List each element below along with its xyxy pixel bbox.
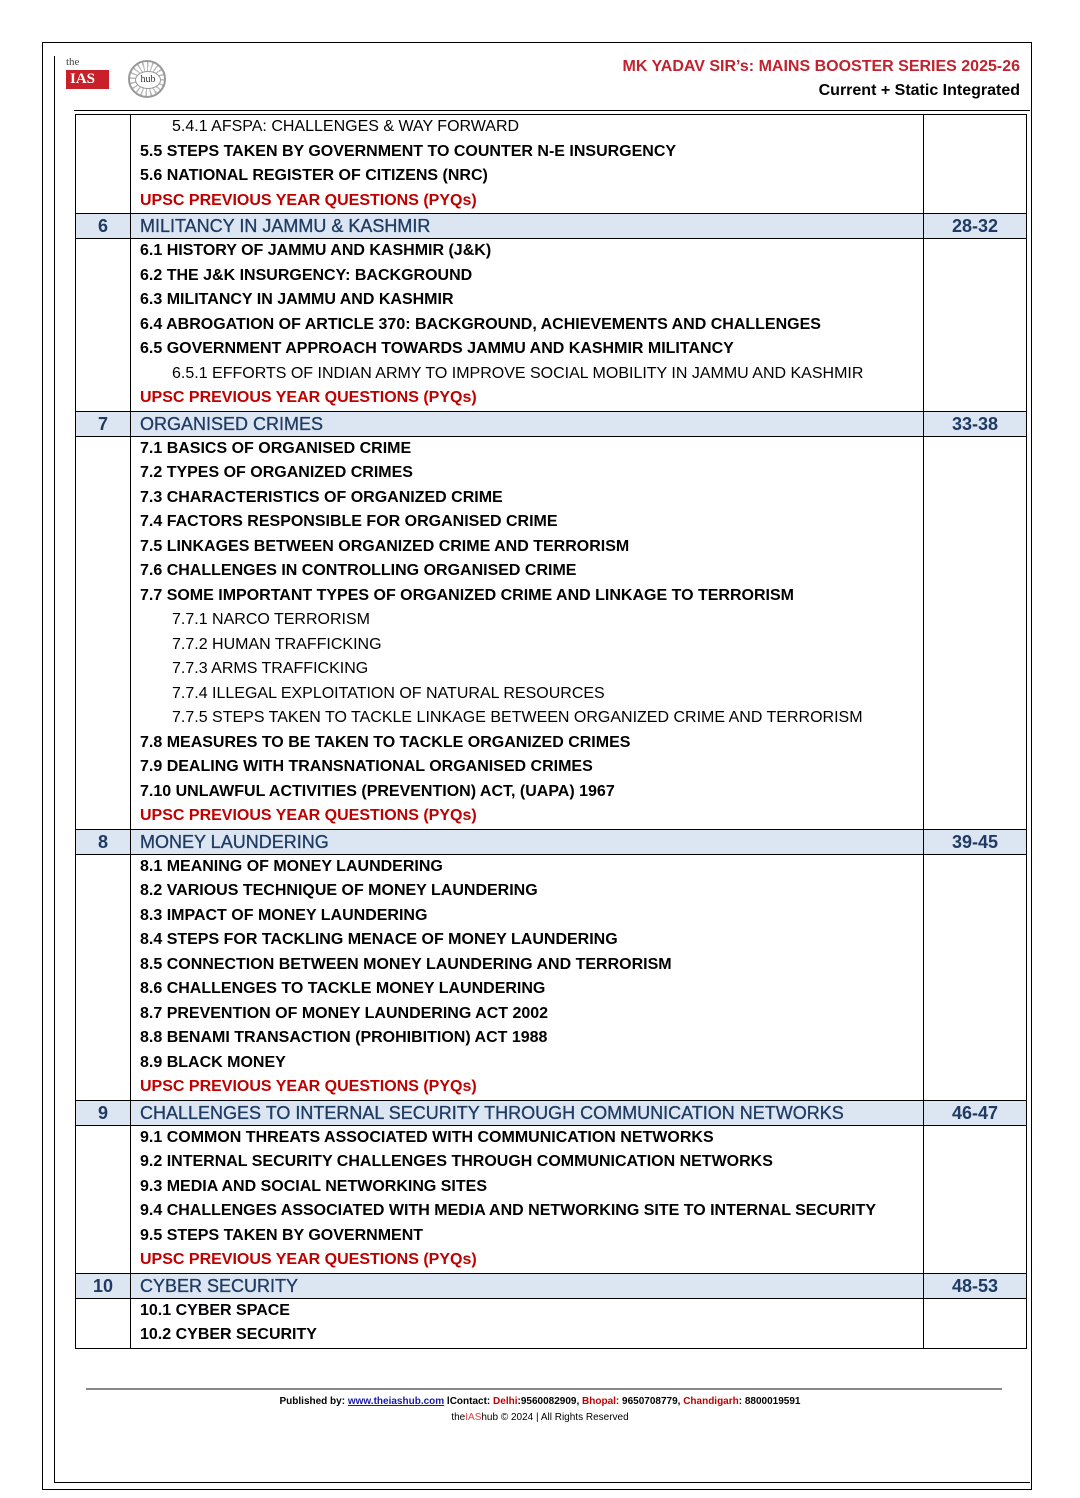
toc-section[interactable]: 6.4 ABROGATION OF ARTICLE 370: BACKGROUND, ACHIEVEMENTS AND CHALLENGES xyxy=(140,315,821,333)
page-cell-empty xyxy=(924,854,1027,1100)
chapter-number: 10 xyxy=(76,1273,131,1298)
pyq-link[interactable]: UPSC PREVIOUS YEAR QUESTIONS (PYQs) xyxy=(140,191,477,209)
toc-section[interactable]: 8.8 BENAMI TRANSACTION (PROHIBITION) ACT 1988 xyxy=(140,1029,548,1046)
toc-section[interactable]: 9.4 CHALLENGES ASSOCIATED WITH MEDIA AND NETWORKING SITE TO INTERNAL SECURITY xyxy=(140,1202,877,1219)
chapter-page-range: 28-32 xyxy=(924,214,1027,239)
chapter-number-cell-empty xyxy=(76,436,131,829)
toc-section[interactable]: 9.2 INTERNAL SECURITY CHALLENGES THROUGH COMMUNICATION NETWORKS xyxy=(140,1153,773,1170)
chapter-number: 8 xyxy=(76,829,131,854)
sections-cell xyxy=(131,239,924,412)
copyright-ias: IAS xyxy=(465,1412,482,1423)
toc-section[interactable]: 8.1 MEANING OF MONEY LAUNDERING xyxy=(140,857,443,875)
toc-section[interactable]: 8.2 VARIOUS TECHNIQUE OF MONEY LAUNDERING xyxy=(140,882,538,899)
pyq-link[interactable]: UPSC PREVIOUS YEAR QUESTIONS (PYQs) xyxy=(140,1251,477,1268)
chapter-title[interactable]: CHALLENGES TO INTERNAL SECURITY THROUGH COMMUNICATION NETWORKS xyxy=(131,1100,924,1125)
toc-subsection[interactable]: 7.7.5 STEPS TAKEN TO TACKLE LINKAGE BETWEEN ORGANIZED CRIME AND TERRORISM xyxy=(172,709,863,726)
toc-subsection[interactable]: 7.7.1 NARCO TERRORISM xyxy=(172,611,370,628)
toc-sections-row xyxy=(76,1298,1027,1348)
chandigarh-label: Chandigarh xyxy=(683,1396,739,1407)
chapter-page-range: 46-47 xyxy=(924,1100,1027,1125)
toc-subsection[interactable]: 7.7.2 HUMAN TRAFFICKING xyxy=(172,635,382,653)
toc-section[interactable]: 8.3 IMPACT OF MONEY LAUNDERING xyxy=(140,906,428,924)
footer-divider xyxy=(86,1388,1002,1390)
toc-subsection[interactable]: 7.7.4 ILLEGAL EXPLOITATION OF NATURAL RESOURCES xyxy=(172,684,605,702)
toc-section[interactable]: 6.1 HISTORY OF JAMMU AND KASHMIR (J&K) xyxy=(140,242,492,259)
ashoka-wheel-icon xyxy=(128,60,166,98)
bhopal-phone: 9650708779, xyxy=(619,1396,684,1407)
chapter-number-cell-empty xyxy=(76,1298,131,1348)
logo-ias-text: IAS xyxy=(66,70,109,89)
toc-section[interactable]: 8.7 PREVENTION OF MONEY LAUNDERING ACT 2002 xyxy=(140,1004,549,1022)
toc-subsection[interactable]: 5.4.1 AFSPA: CHALLENGES & WAY FORWARD xyxy=(172,118,520,135)
page-cell-empty xyxy=(924,239,1027,412)
toc-section[interactable]: 8.5 CONNECTION BETWEEN MONEY LAUNDERING AND TERRORISM xyxy=(140,955,672,973)
sections-cell xyxy=(131,115,924,214)
chapter-page-range: 48-53 xyxy=(924,1273,1027,1298)
pyq-link[interactable]: UPSC PREVIOUS YEAR QUESTIONS (PYQs) xyxy=(140,1078,477,1095)
chapter-number: 7 xyxy=(76,411,131,436)
pyq-link[interactable]: UPSC PREVIOUS YEAR QUESTIONS (PYQs) xyxy=(140,807,477,824)
toc-sections-row xyxy=(76,115,1027,214)
toc-section[interactable]: 7.4 FACTORS RESPONSIBLE FOR ORGANISED CRIME xyxy=(140,513,558,530)
toc-sections-row xyxy=(76,436,1027,829)
series-subtitle: Current + Static Integrated xyxy=(818,82,1020,99)
copyright-the: the xyxy=(451,1412,466,1423)
chapter-number: 6 xyxy=(76,214,131,239)
toc-section[interactable]: 7.6 CHALLENGES IN CONTROLLING ORGANISED CRIME xyxy=(140,562,577,579)
toc-section[interactable]: 8.4 STEPS FOR TACKLING MENACE OF MONEY LAUNDERING xyxy=(140,931,618,948)
toc-subsection[interactable]: 7.7.3 ARMS TRAFFICKING xyxy=(172,660,369,677)
page-cell-empty xyxy=(924,1125,1027,1273)
footer-publisher-line xyxy=(0,1396,1080,1407)
delhi-label: Delhi xyxy=(493,1396,518,1407)
chapter-number-cell-empty xyxy=(76,854,131,1100)
header-divider xyxy=(74,110,1030,111)
toc-section[interactable]: 9.5 STEPS TAKEN BY GOVERNMENT xyxy=(140,1226,424,1244)
chapter-page-range: 39-45 xyxy=(924,829,1027,854)
toc-section[interactable]: 7.10 UNLAWFUL ACTIVITIES (PREVENTION) ACT, (UAPA) 1967 xyxy=(140,782,615,800)
sections-cell xyxy=(131,854,924,1100)
logo-hub-text: hub xyxy=(135,71,161,89)
toc-section[interactable]: 7.3 CHARACTERISTICS OF ORGANIZED CRIME xyxy=(140,488,503,506)
chapter-number: 9 xyxy=(76,1100,131,1125)
toc-sections-row xyxy=(76,1125,1027,1273)
toc-chapter-row[interactable] xyxy=(76,829,1027,854)
toc-subsection[interactable]: 6.5.1 EFFORTS OF INDIAN ARMY TO IMPROVE SOCIAL MOBILITY IN JAMMU AND KASHMIR xyxy=(172,364,864,382)
chandigarh-phone: : 8800019591 xyxy=(738,1396,801,1407)
page-cell-empty xyxy=(924,115,1027,214)
toc-section[interactable]: 7.7 SOME IMPORTANT TYPES OF ORGANIZED CRIME AND LINKAGE TO TERRORISM xyxy=(140,586,794,604)
toc-section[interactable]: 9.3 MEDIA AND SOCIAL NETWORKING SITES xyxy=(140,1177,487,1195)
chapter-number-cell-empty xyxy=(76,1125,131,1273)
sections-cell xyxy=(131,1298,924,1348)
toc-chapter-row[interactable] xyxy=(76,1273,1027,1298)
toc-sections-row xyxy=(76,239,1027,412)
table-of-contents xyxy=(75,114,1027,1349)
chapter-page-range: 33-38 xyxy=(924,411,1027,436)
sections-cell xyxy=(131,1125,924,1273)
sections-cell xyxy=(131,436,924,829)
logo-the-text: the xyxy=(66,56,80,68)
toc-section[interactable]: 7.2 TYPES OF ORGANIZED CRIMES xyxy=(140,464,413,481)
toc-chapter-row[interactable] xyxy=(76,214,1027,239)
delhi-phone: :9560082909, xyxy=(517,1396,583,1407)
toc-chapter-row[interactable] xyxy=(76,411,1027,436)
website-link[interactable]: www.theiashub.com xyxy=(347,1396,445,1407)
bhopal-label: Bhopal: xyxy=(582,1396,620,1407)
toc-section[interactable]: 5.6 NATIONAL REGISTER OF CITIZENS (NRC) xyxy=(140,167,488,184)
chapter-title[interactable]: CYBER SECURITY xyxy=(131,1273,924,1298)
toc-section[interactable]: 6.2 THE J&K INSURGENCY: BACKGROUND xyxy=(140,266,473,284)
theiashub-logo xyxy=(62,52,162,102)
contact-label: lContact: xyxy=(444,1396,494,1407)
pyq-link[interactable]: UPSC PREVIOUS YEAR QUESTIONS (PYQs) xyxy=(140,389,477,406)
footer-copyright xyxy=(0,1412,1080,1423)
toc-section[interactable]: 7.8 MEASURES TO BE TAKEN TO TACKLE ORGANIZED CRIMES xyxy=(140,733,631,751)
chapter-number-cell-empty xyxy=(76,115,131,214)
page-cell-empty xyxy=(924,1298,1027,1348)
chapter-number-cell-empty xyxy=(76,239,131,412)
chapter-title[interactable]: ORGANISED CRIMES xyxy=(131,411,924,436)
toc-section[interactable]: 9.1 COMMON THREATS ASSOCIATED WITH COMMUNICATION NETWORKS xyxy=(140,1128,714,1146)
toc-section[interactable]: 6.5 GOVERNMENT APPROACH TOWARDS JAMMU AND KASHMIR MILITANCY xyxy=(140,340,734,357)
toc-section[interactable]: 7.1 BASICS OF ORGANISED CRIME xyxy=(140,439,412,457)
toc-section[interactable]: 8.6 CHALLENGES TO TACKLE MONEY LAUNDERING xyxy=(140,980,546,997)
copyright-rest: hub © 2024 | All Rights Reserved xyxy=(481,1412,629,1423)
toc-section[interactable]: 10.1 CYBER SPACE xyxy=(140,1301,290,1319)
toc-section[interactable]: 10.2 CYBER SECURITY xyxy=(140,1326,317,1343)
toc-section[interactable]: 5.5 STEPS TAKEN BY GOVERNMENT TO COUNTER N-E INSURGENCY xyxy=(140,142,677,160)
toc-chapter-row[interactable] xyxy=(76,1100,1027,1125)
chapter-title[interactable]: MONEY LAUNDERING xyxy=(131,829,924,854)
series-title: MK YADAV SIR’s: MAINS BOOSTER SERIES 2025-26 xyxy=(622,58,1020,75)
page-cell-empty xyxy=(924,436,1027,829)
toc-section[interactable]: 8.9 BLACK MONEY xyxy=(140,1053,286,1071)
published-by-label: Published by: xyxy=(279,1396,348,1407)
toc-section[interactable]: 7.9 DEALING WITH TRANSNATIONAL ORGANISED CRIMES xyxy=(140,758,593,775)
toc-section[interactable]: 7.5 LINKAGES BETWEEN ORGANIZED CRIME AND TERRORISM xyxy=(140,537,630,555)
toc-sections-row xyxy=(76,854,1027,1100)
toc-section[interactable]: 6.3 MILITANCY IN JAMMU AND KASHMIR xyxy=(140,291,454,308)
chapter-title[interactable]: MILITANCY IN JAMMU & KASHMIR xyxy=(131,214,924,239)
